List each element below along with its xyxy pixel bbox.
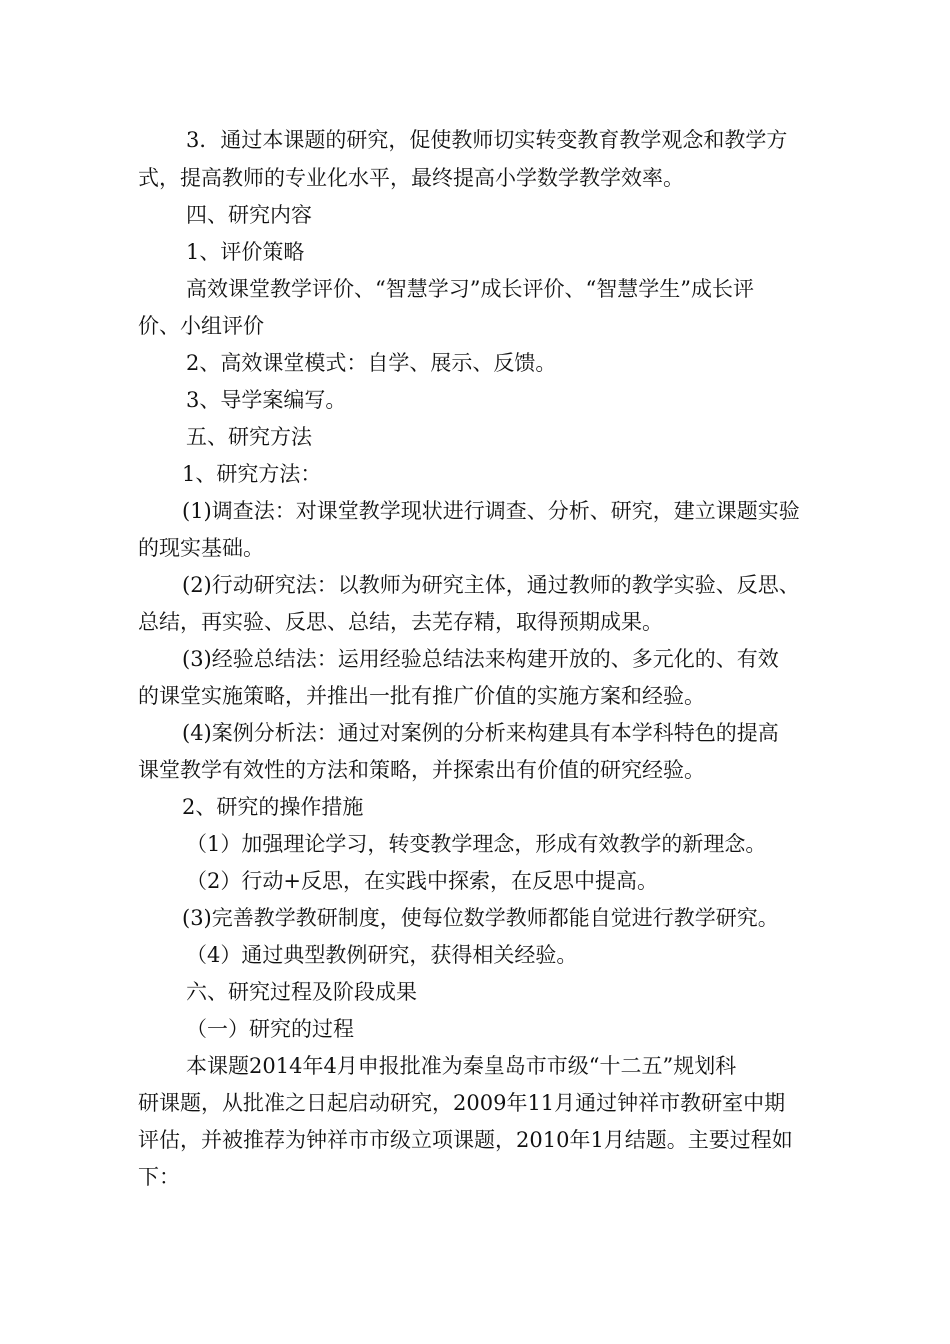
subsection-heading: （一）研究的过程 [186,1017,354,1041]
text-line: （4）通过典型教例研究，获得相关经验。 [186,943,578,967]
text-line: (1)调查法：对课堂教学现状进行调查、分析、研究，建立课题实验 [182,499,800,523]
text-line: 高效课堂教学评价、“智慧学习”成长评价、“智慧学生”成长评 [186,277,754,301]
text-line: 2、高效课堂模式：自学、展示、反馈。 [186,351,557,375]
text-line: 总结，再实验、反思、总结，去芜存精，取得预期成果。 [138,610,663,634]
text-line: (4)案例分析法：通过对案例的分析来构建具有本学科特色的提高 [182,721,779,745]
text-line: 价、小组评价 [138,314,264,338]
text-line: (2)行动研究法：以教师为研究主体，通过教师的教学实验、反思、 [182,573,800,597]
text-line: (3)完善教学教研制度，使每位数学教师都能自觉进行教学研究。 [182,906,779,930]
text-line: 3、导学案编写。 [186,388,347,412]
subsection-heading: 1、评价策略 [186,240,305,264]
text-line: 式，提高教师的专业化水平，最终提高小学数学教学效率。 [138,166,684,190]
text-line: (3)经验总结法：运用经验总结法来构建开放的、多元化的、有效 [182,647,779,671]
text-line: 的现实基础。 [138,536,264,560]
text-line: 研课题，从批准之日起启动研究，2009年11月通过钟祥市教研室中期 [138,1091,786,1115]
section-heading: 六、研究过程及阶段成果 [186,980,417,1004]
text-line: 课堂教学有效性的方法和策略，并探索出有价值的研究经验。 [138,758,705,782]
section-heading: 四、研究内容 [186,203,312,227]
section-heading: 五、研究方法 [186,425,312,449]
text-line: 本课题2014年4月申报批准为秦皇岛市市级“十二五”规划科 [186,1054,737,1078]
text-line: 下： [138,1165,180,1189]
subsection-heading: 2、研究的操作措施 [182,795,364,819]
text-line: 3．通过本课题的研究，促使教师切实转变教育教学观念和教学方 [186,128,788,152]
text-line: 的课堂实施策略，并推出一批有推广价值的实施方案和经验。 [138,684,705,708]
text-line: （2）行动+反思，在实践中探索，在反思中提高。 [186,869,658,893]
subsection-heading: 1、研究方法： [182,462,322,486]
text-line: （1）加强理论学习，转变教学理念，形成有效教学的新理念。 [186,832,767,856]
text-line: 评估，并被推荐为钟祥市市级立项课题，2010年1月结题。主要过程如 [138,1128,793,1152]
